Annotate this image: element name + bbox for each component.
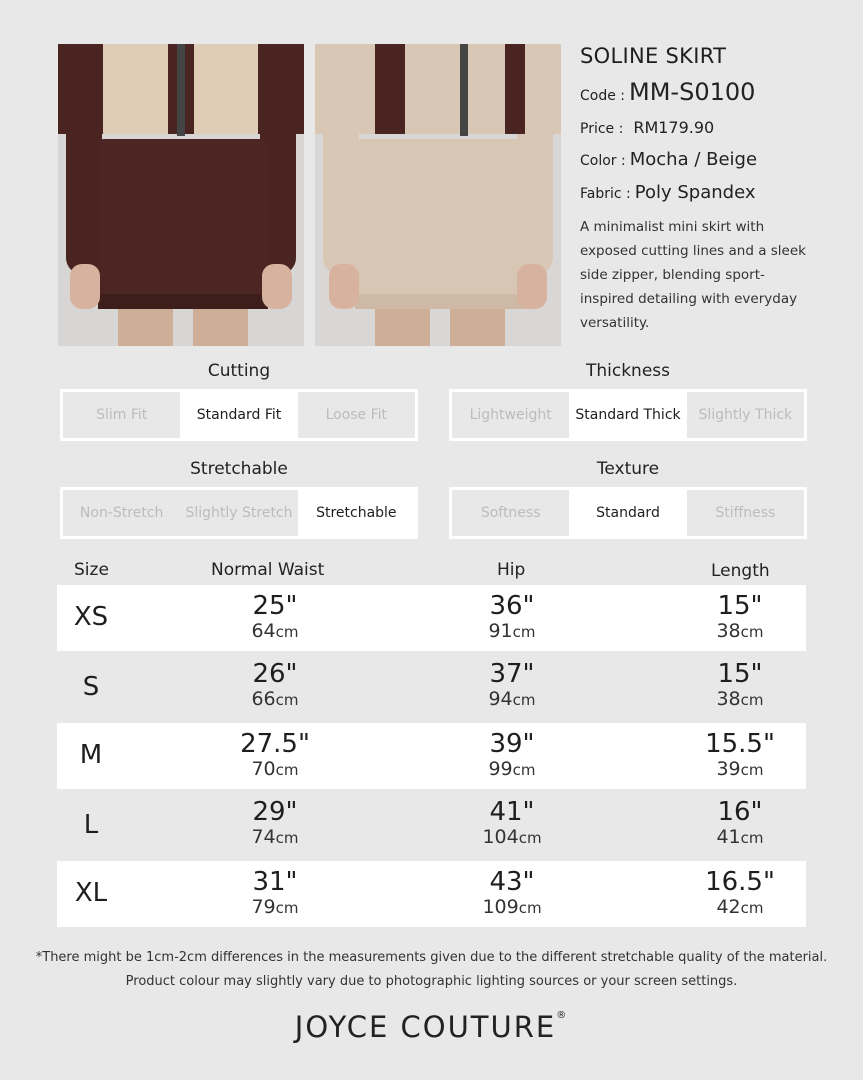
- registered-mark: ®: [556, 1010, 569, 1021]
- hand: [70, 264, 100, 309]
- unit: cm: [740, 899, 764, 917]
- unit: cm: [275, 829, 299, 847]
- hip-cm: [437, 620, 587, 643]
- length-cell: [665, 868, 815, 919]
- thickness-title: Thickness: [585, 361, 671, 381]
- waist-cm-value: 70: [251, 758, 276, 780]
- unit: cm: [740, 761, 764, 779]
- hand: [517, 264, 547, 309]
- length-cell: [665, 592, 815, 643]
- waist-inch: 25": [252, 591, 298, 621]
- length-cm-value: 39: [716, 758, 741, 780]
- size-row: [57, 585, 806, 651]
- waist-cm-value: 79: [251, 896, 276, 918]
- product-photo-beige: [315, 44, 561, 346]
- hip-cell: [437, 868, 587, 919]
- unit: cm: [512, 623, 536, 641]
- thickness-option: Standard Thick: [569, 392, 686, 438]
- size-label: M: [79, 740, 103, 770]
- product-price: [580, 118, 830, 137]
- waist-inch: 26": [252, 659, 298, 689]
- leg: [375, 309, 430, 346]
- hand: [262, 264, 292, 309]
- cutting-option: Slim Fit: [96, 407, 148, 423]
- size-label: S: [82, 672, 100, 702]
- product-photo-mocha: [58, 44, 304, 346]
- hip-cell: [437, 660, 587, 711]
- size-label: XL: [74, 878, 108, 908]
- product-description: A minimalist mini skirt with exposed cutting lines and a sleek side zipper, blending sport-inspired detailing with everyday versatility.: [580, 219, 806, 331]
- leg: [193, 309, 248, 346]
- thickness-option: Slightly Thick: [698, 407, 793, 423]
- code-value: MM-S0100: [629, 78, 756, 106]
- color-label: Color :: [580, 153, 626, 169]
- hip-cm-value: 104: [482, 826, 519, 848]
- hip-cm-value: 99: [488, 758, 513, 780]
- measurement-note: *There might be 1cm-2cm differences in the measurements given due to the different stretchable quality of the material.: [35, 950, 828, 965]
- hip-cell: [437, 730, 587, 781]
- unit: cm: [740, 623, 764, 641]
- hip-cm-value: 94: [488, 688, 513, 710]
- waist-cm: [200, 620, 350, 643]
- color-value: Mocha / Beige: [629, 149, 758, 170]
- unit: cm: [740, 829, 764, 847]
- hip-inch: 41": [489, 797, 535, 827]
- unit: cm: [275, 761, 299, 779]
- cutting-option: Standard Fit: [180, 392, 297, 438]
- unit: cm: [275, 899, 299, 917]
- unit: cm: [275, 623, 299, 641]
- waist-cm-value: 66: [251, 688, 276, 710]
- waist-cell: [200, 730, 350, 781]
- size-row: [57, 723, 806, 789]
- hip-inch: 39": [489, 729, 535, 759]
- skirt: [98, 139, 268, 309]
- stretchable-title: Stretchable: [190, 459, 288, 479]
- size-label: XS: [73, 602, 109, 632]
- fabric-value: Poly Spandex: [634, 182, 756, 203]
- length-cm: [665, 896, 815, 919]
- waist-cell: [200, 660, 350, 711]
- stretchable-option: Stretchable: [298, 490, 415, 536]
- waist-cell: [200, 798, 350, 849]
- length-cell: [665, 660, 815, 711]
- cutting-options: [60, 389, 418, 441]
- hip-inch: 43": [489, 867, 535, 897]
- waist-cm-value: 64: [251, 620, 276, 642]
- waist-cell: [200, 868, 350, 919]
- hand: [329, 264, 359, 309]
- waist-cm: [200, 826, 350, 849]
- texture-option: Softness: [480, 505, 541, 521]
- waist-cm: [200, 758, 350, 781]
- zipper: [460, 44, 468, 136]
- length-cm-value: 38: [716, 620, 741, 642]
- waist-cm-value: 74: [251, 826, 276, 848]
- skirt-hem: [355, 294, 525, 309]
- waist-inch: 31": [252, 867, 298, 897]
- price-label: Price :: [580, 121, 624, 137]
- waist-inch: 29": [252, 797, 298, 827]
- product-color: [580, 149, 830, 170]
- texture-title: Texture: [596, 459, 660, 479]
- skirt-hem: [98, 294, 268, 309]
- jacket: [315, 44, 561, 134]
- leg: [118, 309, 173, 346]
- size-row: [57, 789, 806, 861]
- brand-name: JOYCE COUTURE: [294, 1010, 557, 1044]
- length-cm: [665, 758, 815, 781]
- unit: cm: [512, 761, 536, 779]
- stretchable-option: Non-Stretch: [79, 505, 164, 521]
- stretchable-option: Slightly Stretch: [185, 505, 293, 521]
- hip-cell: [437, 798, 587, 849]
- cutting-option: Loose Fit: [325, 407, 388, 423]
- unit: cm: [518, 899, 542, 917]
- length-cell: [665, 730, 815, 781]
- thickness-options: [449, 389, 807, 441]
- length-cm-value: 41: [716, 826, 741, 848]
- length-inch: 15": [717, 659, 763, 689]
- waist-inch: 27.5": [240, 729, 310, 759]
- cutting-title: Cutting: [207, 361, 271, 381]
- fabric-label: Fabric :: [580, 186, 631, 202]
- leg: [450, 309, 505, 346]
- length-cm: [665, 826, 815, 849]
- length-cm-value: 38: [716, 688, 741, 710]
- brand-logo: [0, 1010, 863, 1044]
- code-label: Code :: [580, 88, 626, 104]
- size-row: [57, 861, 806, 927]
- zipper: [177, 44, 185, 136]
- waist-cm: [200, 688, 350, 711]
- size-row: [57, 651, 806, 723]
- length-cm: [665, 688, 815, 711]
- thickness-option: Lightweight: [469, 407, 552, 423]
- waist-header: Normal Waist: [211, 560, 325, 580]
- product-fabric: [580, 182, 830, 203]
- length-inch: 15.5": [705, 729, 775, 759]
- hip-cm-value: 109: [482, 896, 519, 918]
- length-inch: 16": [717, 797, 763, 827]
- length-cm-value: 42: [716, 896, 741, 918]
- hip-cm: [437, 826, 587, 849]
- length-inch: 16.5": [705, 867, 775, 897]
- hip-cm-value: 91: [488, 620, 513, 642]
- stretchable-options: [60, 487, 418, 539]
- colour-note: Product colour may slightly vary due to photographic lighting sources or your screen settings.: [125, 974, 738, 989]
- waist-cell: [200, 592, 350, 643]
- skirt: [355, 139, 525, 309]
- unit: cm: [740, 691, 764, 709]
- hip-inch: 37": [489, 659, 535, 689]
- length-inch: 15": [717, 591, 763, 621]
- product-info: [580, 44, 830, 335]
- hip-inch: 36": [489, 591, 535, 621]
- length-header: Length: [711, 561, 770, 581]
- price-value: RM179.90: [633, 118, 715, 137]
- texture-option: Standard: [569, 490, 686, 536]
- hip-cm: [437, 688, 587, 711]
- size-header: Size: [74, 560, 109, 580]
- size-label: L: [83, 810, 99, 840]
- length-cell: [665, 798, 815, 849]
- texture-option: Stiffness: [715, 505, 776, 521]
- waist-cm: [200, 896, 350, 919]
- product-code: [580, 78, 830, 106]
- hip-cm: [437, 758, 587, 781]
- hip-header: Hip: [497, 560, 526, 580]
- unit: cm: [512, 691, 536, 709]
- hip-cm: [437, 896, 587, 919]
- texture-options: [449, 487, 807, 539]
- product-title: SOLINE SKIRT: [580, 44, 727, 68]
- length-cm: [665, 620, 815, 643]
- hip-cell: [437, 592, 587, 643]
- unit: cm: [518, 829, 542, 847]
- unit: cm: [275, 691, 299, 709]
